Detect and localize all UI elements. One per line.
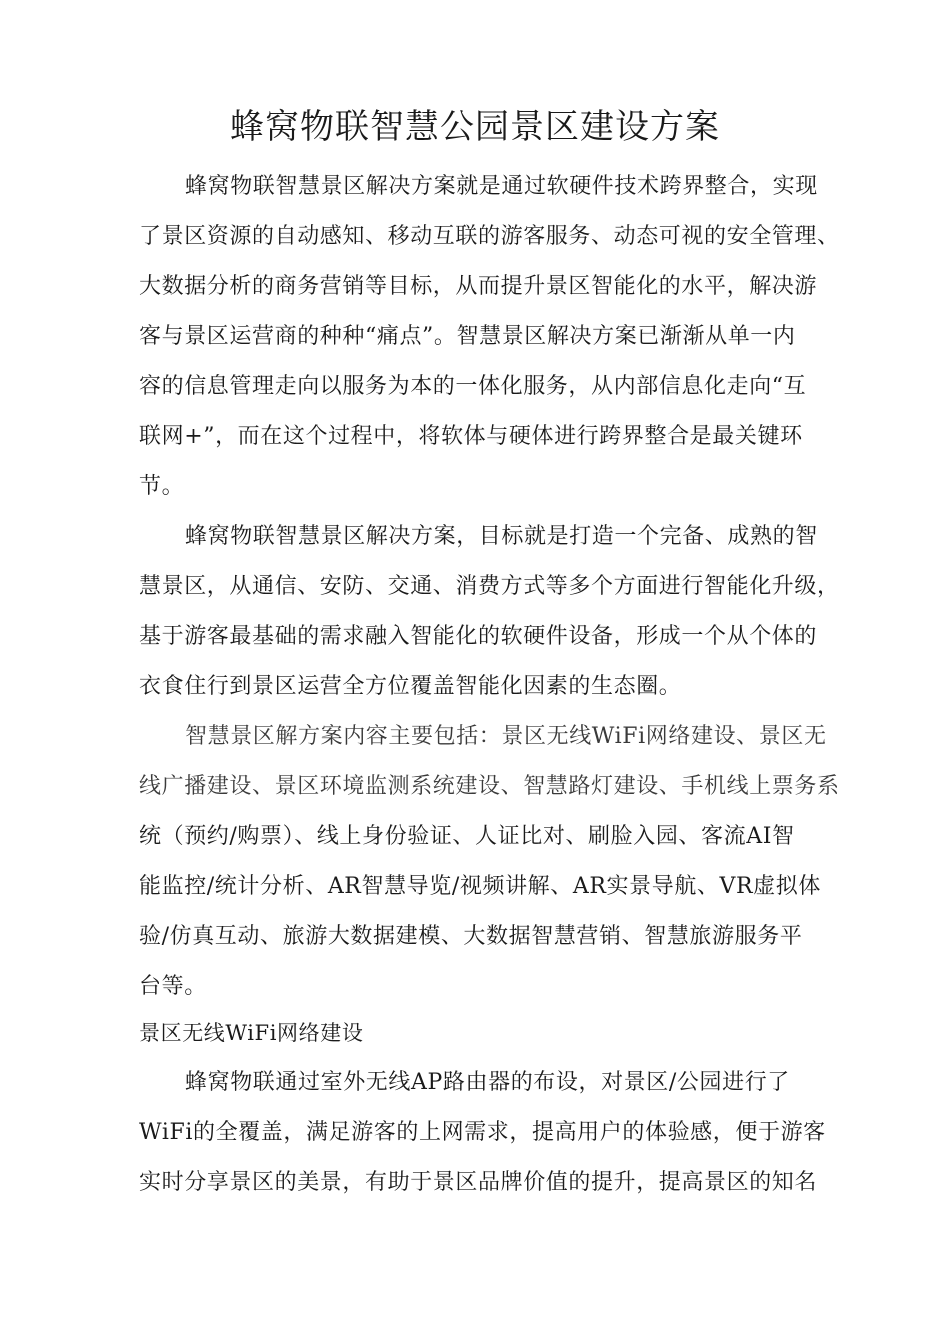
paragraph-line: 蜂窝物联智慧景区解决方案就是通过软硬件技术跨界整合，实现: [185, 174, 818, 199]
paragraph-line: 联网+”，而在这个过程中，将软体与硬体进行跨界整合是最关键环: [139, 424, 803, 449]
paragraph-line: 基于游客最基础的需求融入智能化的软硬件设备，形成一个从个体的: [139, 624, 818, 649]
paragraph-line: 统（预约/购票）、线上身份验证、人证比对、刷脸入园、客流AI智: [139, 824, 795, 849]
paragraph-line: 线广播建设、景区环境监测系统建设、智慧路灯建设、手机线上票务系: [139, 774, 840, 799]
paragraph-line: 能监控/统计分析、AR智慧导览/视频讲解、AR实景导航、VR虚拟体: [139, 874, 821, 899]
paragraph-line: 了景区资源的自动感知、移动互联的游客服务、动态可视的安全管理、: [139, 224, 840, 249]
paragraph-line: 智慧景区解方案内容主要包括：景区无线WiFi网络建设、景区无: [185, 724, 827, 749]
paragraph-line: 客与景区运营商的种种“痛点”。智慧景区解决方案已渐渐从单一内: [139, 324, 796, 349]
section-heading: 景区无线WiFi网络建设: [139, 1021, 364, 1045]
paragraph-line: 实时分享景区的美景，有助于景区品牌价值的提升，提高景区的知名: [139, 1170, 818, 1195]
paragraph-line: 验/仿真互动、旅游大数据建模、大数据智慧营销、智慧旅游服务平: [139, 924, 803, 949]
paragraph-line: 蜂窝物联智慧景区解决方案，目标就是打造一个完备、成熟的智: [185, 524, 818, 549]
paragraph-line: 容的信息管理走向以服务为本的一体化服务，从内部信息化走向“互: [139, 374, 807, 399]
paragraph-line: 大数据分析的商务营销等目标，从而提升景区智能化的水平，解决游: [139, 274, 818, 299]
document-title: 蜂窝物联智慧公园景区建设方案: [230, 107, 720, 147]
paragraph-line: 节。: [139, 474, 185, 499]
paragraph-line: 台等。: [139, 974, 207, 999]
paragraph-line: 蜂窝物联通过室外无线AP路由器的布设，对景区/公园进行了: [185, 1070, 790, 1095]
paragraph-line: WiFi的全覆盖，满足游客的上网需求，提高用户的体验感，便于游客: [139, 1120, 826, 1145]
paragraph-line: 衣食住行到景区运营全方位覆盖智能化因素的生态圈。: [139, 674, 682, 699]
paragraph-line: 慧景区，从通信、安防、交通、消费方式等多个方面进行智能化升级，: [139, 574, 840, 599]
